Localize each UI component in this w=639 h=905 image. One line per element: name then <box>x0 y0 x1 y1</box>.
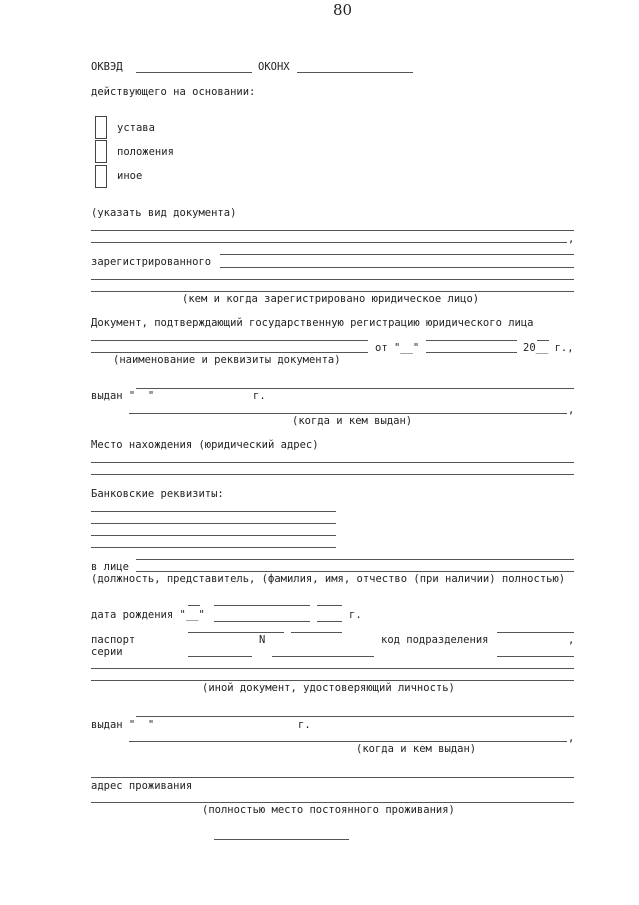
state-reg-line-1b[interactable] <box>426 340 517 341</box>
passport-line-c[interactable] <box>497 632 574 633</box>
state-reg-year-label: 20__ г., <box>523 342 574 354</box>
birth-year-label: г. <box>349 609 362 621</box>
checkbox-regulation[interactable] <box>95 140 107 163</box>
birth-year-field[interactable] <box>317 621 342 622</box>
state-reg-line-1c[interactable] <box>537 340 549 341</box>
passport-line-b[interactable] <box>291 632 342 633</box>
doc-kind-line-2[interactable] <box>91 242 567 243</box>
person-caption: (должность, представитель, (фамилия, имя, отчество (при наличии) полностью) <box>91 573 566 585</box>
signature-line[interactable] <box>214 839 349 840</box>
registered-label: зарегистрированного <box>91 256 212 268</box>
issued2-caption: (когда и кем выдан) <box>356 743 477 755</box>
bank-label: Банковские реквизиты: <box>91 488 224 500</box>
passport-series-field[interactable] <box>188 656 252 657</box>
birth-line-b[interactable] <box>214 605 310 606</box>
bank-line-3[interactable] <box>91 535 336 536</box>
issued2-year-label: г. <box>298 719 311 731</box>
residence-line-top[interactable] <box>91 777 574 778</box>
issued1-line-top[interactable] <box>136 388 574 389</box>
okonh-field[interactable] <box>297 72 413 73</box>
option-other-label: иное <box>117 170 143 182</box>
checkbox-charter[interactable] <box>95 116 107 139</box>
option-regulation-label: положения <box>117 146 174 158</box>
passport-series-label: серии <box>91 646 123 658</box>
comma: , <box>568 732 575 744</box>
residence-label: адрес проживания <box>91 780 193 792</box>
comma: , <box>568 634 575 646</box>
checkbox-other[interactable] <box>95 165 107 188</box>
passport-division-label: код подразделения <box>381 634 489 646</box>
doc-kind-caption: (указать вид документа) <box>91 207 237 219</box>
bank-line-1[interactable] <box>91 511 336 512</box>
other-doc-line-2[interactable] <box>91 680 574 681</box>
birth-label: дата рождения "__" <box>91 609 205 621</box>
issued1-year-label: г. <box>253 390 266 402</box>
state-reg-doc-field[interactable] <box>91 352 368 353</box>
bank-line-2[interactable] <box>91 523 336 524</box>
state-reg-line-1[interactable] <box>91 340 368 341</box>
person-label: в лице <box>91 561 129 573</box>
okved-field[interactable] <box>136 72 252 73</box>
passport-number-field[interactable] <box>272 656 374 657</box>
person-field[interactable] <box>136 571 574 572</box>
state-reg-label: Документ, подтверждающий государственную регистрацию юридического лица <box>91 317 534 329</box>
person-line-top[interactable] <box>136 559 574 560</box>
page-number: 80 <box>333 1 353 19</box>
state-reg-caption: (наименование и реквизиты документа) <box>113 354 341 366</box>
registered-line-3[interactable] <box>91 291 574 292</box>
issued1-label: выдан " " <box>91 390 155 402</box>
address-line-2[interactable] <box>91 474 574 475</box>
other-doc-caption: (иной документ, удостоверяющий личность) <box>202 682 455 694</box>
registered-field[interactable] <box>220 267 574 268</box>
issued2-line-top[interactable] <box>136 716 574 717</box>
comma: , <box>568 233 575 245</box>
bank-line-4[interactable] <box>91 547 336 548</box>
issued1-field[interactable] <box>129 413 567 414</box>
comma: , <box>568 404 575 416</box>
state-reg-from-label: от "__" <box>375 342 420 354</box>
residence-field[interactable] <box>91 802 574 803</box>
residence-caption: (полностью место постоянного проживания) <box>202 804 455 816</box>
state-reg-month-field[interactable] <box>426 352 517 353</box>
address-label: Место нахождения (юридический адрес) <box>91 439 319 451</box>
other-doc-line-1[interactable] <box>91 668 574 669</box>
okved-label: ОКВЭД <box>91 61 123 73</box>
passport-division-field[interactable] <box>497 656 574 657</box>
address-line-1[interactable] <box>91 462 574 463</box>
issued2-field[interactable] <box>129 741 567 742</box>
registered-caption: (кем и когда зарегистрировано юридическое лицо) <box>182 293 480 305</box>
passport-number-label: N <box>259 634 266 646</box>
passport-label: паспорт <box>91 634 136 646</box>
doc-kind-line-1[interactable] <box>91 230 574 231</box>
acting-basis-label: действующего на основании: <box>91 86 256 98</box>
issued1-caption: (когда и кем выдан) <box>292 415 413 427</box>
passport-line-a[interactable] <box>188 632 284 633</box>
birth-month-field[interactable] <box>214 621 310 622</box>
birth-line-a[interactable] <box>188 605 200 606</box>
birth-line-c[interactable] <box>317 605 342 606</box>
okonh-label: ОКОНХ <box>258 61 290 73</box>
option-charter-label: устава <box>117 122 155 134</box>
registered-line-2[interactable] <box>91 279 574 280</box>
registered-line-top[interactable] <box>220 254 574 255</box>
issued2-label: выдан " " <box>91 719 155 731</box>
